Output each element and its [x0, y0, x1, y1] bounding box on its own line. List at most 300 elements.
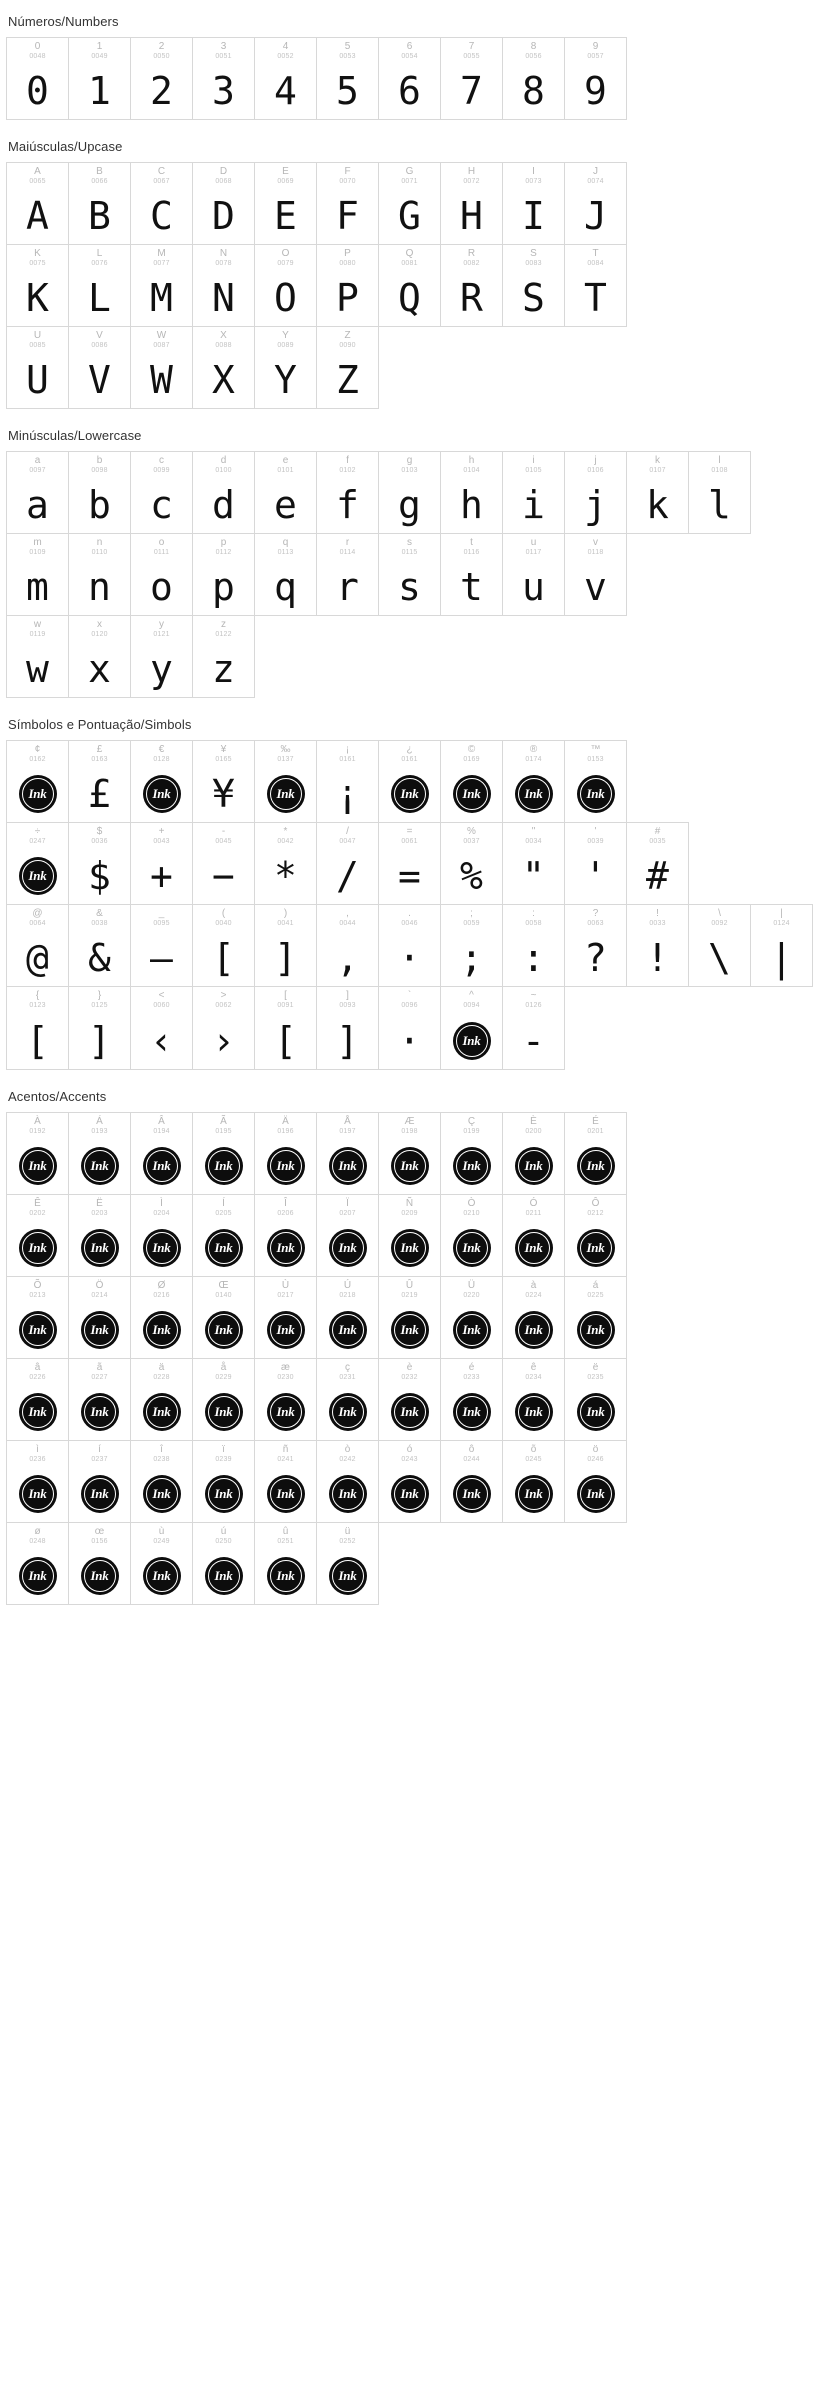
- glyph-meta: [255, 823, 316, 848]
- glyph-cell[interactable]: [130, 822, 193, 905]
- glyph-render: U: [26, 358, 49, 403]
- glyph-meta: [255, 163, 316, 188]
- glyph-character-label: d: [220, 455, 227, 467]
- glyph-cell[interactable]: [254, 162, 317, 245]
- glyph-cell[interactable]: [502, 1358, 565, 1441]
- glyph-cell[interactable]: [68, 1112, 131, 1195]
- glyph-code-label: 0096: [401, 1002, 418, 1010]
- glyph-cell[interactable]: [6, 1112, 69, 1195]
- glyph-code-label: 0238: [153, 1455, 170, 1463]
- glyph-character-label: 3: [220, 41, 227, 52]
- glyph-cell[interactable]: [378, 37, 441, 120]
- glyph-cell[interactable]: [378, 1194, 441, 1277]
- glyph-cell[interactable]: [192, 1440, 255, 1523]
- glyph-code-label: 0200: [525, 1127, 542, 1135]
- glyph-cell[interactable]: [440, 986, 503, 1069]
- glyph-meta: [255, 38, 316, 63]
- glyph-preview: [255, 477, 316, 533]
- glyph-cell[interactable]: [192, 1194, 255, 1277]
- glyph-cell[interactable]: [502, 1440, 565, 1523]
- glyph-render: -: [522, 1018, 545, 1063]
- glyph-render: x: [88, 647, 111, 692]
- glyph-cell[interactable]: [564, 1276, 627, 1359]
- glyph-cell[interactable]: [564, 533, 627, 616]
- glyph-cell[interactable]: [68, 822, 131, 905]
- glyph-code-label: 0089: [277, 342, 294, 350]
- glyph-cell[interactable]: [688, 451, 751, 534]
- glyph-cell[interactable]: [502, 1194, 565, 1277]
- ink-stamp-icon: [577, 1393, 615, 1431]
- glyph-cell[interactable]: [440, 1358, 503, 1441]
- glyph-grid: [6, 37, 724, 119]
- glyph-preview: [441, 270, 502, 326]
- glyph-character-label: V: [96, 330, 103, 342]
- glyph-cell[interactable]: [254, 326, 317, 409]
- glyph-cell[interactable]: [440, 244, 503, 327]
- glyph-cell[interactable]: [316, 326, 379, 409]
- glyph-cell[interactable]: [502, 244, 565, 327]
- glyph-preview: [69, 477, 130, 533]
- glyph-character-label: G: [405, 166, 414, 178]
- glyph-cell[interactable]: [626, 822, 689, 905]
- glyph-cell[interactable]: [130, 1194, 193, 1277]
- glyph-cell[interactable]: [130, 1358, 193, 1441]
- glyph-cell[interactable]: [130, 244, 193, 327]
- glyph-cell[interactable]: [502, 1112, 565, 1195]
- ink-stamp-icon: [19, 1475, 57, 1513]
- glyph-cell[interactable]: [192, 533, 255, 616]
- glyph-cell[interactable]: [6, 162, 69, 245]
- glyph-cell[interactable]: [68, 740, 131, 823]
- glyph-cell[interactable]: [440, 1194, 503, 1277]
- glyph-meta: [379, 987, 440, 1012]
- glyph-cell[interactable]: [6, 822, 69, 905]
- glyph-cell[interactable]: [130, 162, 193, 245]
- glyph-cell[interactable]: [316, 822, 379, 905]
- glyph-cell[interactable]: [192, 1112, 255, 1195]
- glyph-render: @: [26, 936, 49, 981]
- glyph-preview: [131, 63, 192, 119]
- glyph-render: 5: [336, 69, 359, 114]
- glyph-cell[interactable]: [564, 244, 627, 327]
- glyph-cell[interactable]: [6, 326, 69, 409]
- glyph-cell[interactable]: [378, 904, 441, 987]
- glyph-preview: [441, 477, 502, 533]
- glyph-cell[interactable]: [626, 451, 689, 534]
- glyph-cell[interactable]: [254, 822, 317, 905]
- ink-stamp-icon: [515, 775, 553, 813]
- glyph-meta: [503, 1195, 564, 1220]
- glyph-cell[interactable]: [130, 615, 193, 698]
- glyph-character-label: \: [718, 908, 721, 920]
- glyph-character-label: v: [593, 537, 598, 549]
- glyph-meta: [131, 741, 192, 766]
- glyph-render: c: [150, 483, 173, 528]
- glyph-cell[interactable]: [378, 244, 441, 327]
- ink-stamp-icon: [19, 1229, 57, 1267]
- glyph-row: [6, 533, 626, 616]
- glyph-meta: [503, 452, 564, 477]
- glyph-cell[interactable]: [130, 1276, 193, 1359]
- ink-stamp-label: Ink: [400, 1485, 419, 1501]
- glyph-cell[interactable]: [192, 615, 255, 698]
- glyph-character-label: ^: [469, 990, 474, 1002]
- glyph-cell[interactable]: [68, 533, 131, 616]
- glyph-meta: [255, 905, 316, 930]
- glyph-cell[interactable]: [6, 1194, 69, 1277]
- glyph-cell[interactable]: [68, 615, 131, 698]
- glyph-cell[interactable]: [502, 162, 565, 245]
- glyph-character-label: *: [283, 826, 288, 838]
- glyph-cell[interactable]: [192, 451, 255, 534]
- glyph-code-label: 0033: [649, 920, 666, 928]
- glyph-cell[interactable]: [6, 1358, 69, 1441]
- font-specimen-page: [0, 14, 793, 1610]
- glyph-cell[interactable]: [6, 615, 69, 698]
- glyph-cell[interactable]: [6, 244, 69, 327]
- glyph-meta: [131, 987, 192, 1012]
- glyph-cell[interactable]: [254, 1440, 317, 1523]
- glyph-cell[interactable]: [316, 1194, 379, 1277]
- glyph-meta: [317, 1195, 378, 1220]
- ink-stamp-label: Ink: [152, 1485, 171, 1501]
- glyph-preview: [69, 63, 130, 119]
- glyph-cell[interactable]: [440, 533, 503, 616]
- glyph-cell[interactable]: [564, 37, 627, 120]
- glyph-cell[interactable]: [192, 244, 255, 327]
- glyph-cell[interactable]: [254, 740, 317, 823]
- glyph-render: M: [150, 276, 173, 321]
- glyph-cell[interactable]: [130, 740, 193, 823]
- glyph-meta: [131, 163, 192, 188]
- glyph-render: £: [88, 772, 111, 817]
- glyph-cell[interactable]: [316, 1358, 379, 1441]
- glyph-preview: [503, 766, 564, 822]
- glyph-cell[interactable]: [254, 1112, 317, 1195]
- glyph-cell[interactable]: [502, 1276, 565, 1359]
- glyph-cell[interactable]: [6, 1440, 69, 1523]
- glyph-code-label: 0112: [215, 549, 232, 557]
- glyph-meta: [441, 452, 502, 477]
- glyph-character-label: ;: [470, 908, 473, 920]
- glyph-cell[interactable]: [68, 1358, 131, 1441]
- glyph-code-label: 0088: [215, 342, 232, 350]
- glyph-cell[interactable]: [68, 1440, 131, 1523]
- glyph-preview: [317, 848, 378, 904]
- glyph-preview: [565, 63, 626, 119]
- glyph-cell[interactable]: [316, 740, 379, 823]
- glyph-cell[interactable]: [316, 244, 379, 327]
- glyph-meta: [317, 163, 378, 188]
- glyph-cell[interactable]: [316, 37, 379, 120]
- glyph-cell[interactable]: [316, 533, 379, 616]
- glyph-cell[interactable]: [750, 904, 813, 987]
- glyph-cell[interactable]: [68, 904, 131, 987]
- glyph-preview: [193, 63, 254, 119]
- glyph-meta: [193, 38, 254, 63]
- glyph-meta: [441, 1277, 502, 1302]
- glyph-render: f: [336, 483, 359, 528]
- glyph-meta: [131, 1113, 192, 1138]
- glyph-code-label: 0196: [277, 1127, 294, 1135]
- glyph-preview: [441, 188, 502, 244]
- glyph-meta: [131, 534, 192, 559]
- glyph-cell[interactable]: [6, 740, 69, 823]
- glyph-cell[interactable]: [130, 451, 193, 534]
- glyph-render: E: [274, 194, 297, 239]
- glyph-code-label: 0236: [29, 1455, 46, 1463]
- glyph-cell[interactable]: [440, 37, 503, 120]
- glyph-cell[interactable]: [130, 533, 193, 616]
- glyph-row: [6, 451, 750, 534]
- glyph-cell[interactable]: [192, 1358, 255, 1441]
- glyph-cell[interactable]: [440, 822, 503, 905]
- glyph-cell[interactable]: [440, 1112, 503, 1195]
- glyph-preview: [317, 1138, 378, 1194]
- glyph-cell[interactable]: [378, 1112, 441, 1195]
- glyph-code-label: 0239: [215, 1455, 232, 1463]
- glyph-cell[interactable]: [130, 37, 193, 120]
- glyph-cell[interactable]: [130, 904, 193, 987]
- glyph-preview: [7, 641, 68, 697]
- glyph-cell[interactable]: [254, 904, 317, 987]
- glyph-cell[interactable]: [254, 986, 317, 1069]
- glyph-cell[interactable]: [440, 1440, 503, 1523]
- glyph-code-label: 0101: [277, 467, 294, 475]
- glyph-cell[interactable]: [6, 533, 69, 616]
- glyph-cell[interactable]: [192, 1522, 255, 1605]
- glyph-cell[interactable]: [68, 326, 131, 409]
- glyph-cell[interactable]: [192, 904, 255, 987]
- glyph-code-label: 0124: [773, 920, 790, 928]
- glyph-meta: [379, 1195, 440, 1220]
- glyph-cell[interactable]: [564, 162, 627, 245]
- glyph-character-label: +: [158, 826, 165, 838]
- glyph-code-label: 0229: [215, 1373, 232, 1381]
- glyph-cell[interactable]: [6, 904, 69, 987]
- glyph-code-label: 0105: [525, 467, 542, 475]
- glyph-cell[interactable]: [6, 1276, 69, 1359]
- glyph-cell[interactable]: [564, 451, 627, 534]
- glyph-cell[interactable]: [192, 740, 255, 823]
- glyph-code-label: 0042: [277, 838, 294, 846]
- glyph-cell[interactable]: [440, 904, 503, 987]
- glyph-cell[interactable]: [502, 37, 565, 120]
- glyph-cell[interactable]: [192, 326, 255, 409]
- glyph-render: 3: [212, 69, 235, 114]
- glyph-character-label: Á: [96, 1115, 103, 1127]
- glyph-cell[interactable]: [68, 162, 131, 245]
- glyph-code-label: 0115: [401, 549, 418, 557]
- glyph-preview: [193, 1466, 254, 1522]
- glyph-cell[interactable]: [130, 326, 193, 409]
- glyph-preview: [627, 930, 688, 986]
- glyph-cell[interactable]: [192, 162, 255, 245]
- glyph-cell[interactable]: [254, 244, 317, 327]
- glyph-meta: [503, 823, 564, 848]
- glyph-cell[interactable]: [564, 1440, 627, 1523]
- glyph-character-label: Ü: [467, 1279, 476, 1291]
- glyph-meta: [317, 741, 378, 766]
- glyph-preview: [379, 1302, 440, 1358]
- glyph-preview: [565, 1220, 626, 1276]
- glyph-preview: [627, 477, 688, 533]
- glyph-cell[interactable]: [378, 1358, 441, 1441]
- glyph-cell[interactable]: [502, 822, 565, 905]
- glyph-cell[interactable]: [130, 1522, 193, 1605]
- glyph-cell[interactable]: [502, 986, 565, 1069]
- glyph-code-label: 0204: [153, 1209, 170, 1217]
- glyph-preview: [503, 1013, 564, 1069]
- glyph-cell[interactable]: [316, 986, 379, 1069]
- glyph-code-label: 0091: [277, 1002, 294, 1010]
- glyph-cell[interactable]: [316, 904, 379, 987]
- glyph-meta: [193, 163, 254, 188]
- glyph-cell[interactable]: [440, 451, 503, 534]
- glyph-cell[interactable]: [378, 533, 441, 616]
- glyph-cell[interactable]: [502, 904, 565, 987]
- glyph-preview: [379, 848, 440, 904]
- glyph-render: ·: [398, 936, 421, 981]
- glyph-cell[interactable]: [564, 822, 627, 905]
- glyph-grid: [6, 451, 731, 697]
- glyph-character-label: ë: [592, 1361, 599, 1373]
- glyph-preview: [69, 1138, 130, 1194]
- ink-stamp-icon: [329, 1311, 367, 1349]
- glyph-cell[interactable]: [378, 986, 441, 1069]
- glyph-character-label: Ò: [467, 1197, 476, 1209]
- glyph-meta: [7, 452, 68, 477]
- glyph-cell[interactable]: [440, 740, 503, 823]
- ink-stamp-label: Ink: [400, 786, 419, 802]
- glyph-cell[interactable]: [316, 162, 379, 245]
- glyph-cell[interactable]: [254, 1194, 317, 1277]
- glyph-cell[interactable]: [316, 1522, 379, 1605]
- glyph-character-label: Ú: [343, 1279, 352, 1291]
- glyph-preview: [565, 188, 626, 244]
- glyph-meta: [255, 987, 316, 1012]
- glyph-character-label: q: [282, 537, 289, 549]
- glyph-cell[interactable]: [316, 1112, 379, 1195]
- glyph-cell[interactable]: [130, 1440, 193, 1523]
- glyph-cell[interactable]: [192, 822, 255, 905]
- glyph-cell[interactable]: [254, 37, 317, 120]
- glyph-character-label: w: [33, 619, 42, 631]
- glyph-code-label: 0250: [215, 1537, 232, 1545]
- glyph-cell[interactable]: [626, 904, 689, 987]
- glyph-code-label: 0252: [339, 1537, 356, 1545]
- glyph-cell[interactable]: [378, 451, 441, 534]
- glyph-meta: [7, 987, 68, 1012]
- glyph-cell[interactable]: [378, 740, 441, 823]
- glyph-render: L: [88, 276, 111, 321]
- glyph-cell[interactable]: [68, 244, 131, 327]
- glyph-cell[interactable]: [502, 740, 565, 823]
- glyph-character-label: å: [220, 1361, 227, 1373]
- glyph-cell[interactable]: [68, 1522, 131, 1605]
- glyph-cell[interactable]: [68, 1276, 131, 1359]
- glyph-code-label: 0065: [29, 178, 46, 186]
- ink-stamp-label: Ink: [338, 1239, 357, 1255]
- glyph-cell[interactable]: [6, 37, 69, 120]
- glyph-cell[interactable]: [502, 533, 565, 616]
- glyph-character-label: ã: [96, 1361, 103, 1373]
- glyph-cell[interactable]: [130, 1112, 193, 1195]
- glyph-cell[interactable]: [130, 986, 193, 1069]
- glyph-cell[interactable]: [6, 451, 69, 534]
- glyph-cell[interactable]: [378, 162, 441, 245]
- ink-stamp-icon: [329, 1557, 367, 1595]
- glyph-cell[interactable]: [254, 1522, 317, 1605]
- glyph-meta: [317, 1113, 378, 1138]
- glyph-cell[interactable]: [378, 1276, 441, 1359]
- glyph-cell[interactable]: [192, 986, 255, 1069]
- glyph-preview: [7, 63, 68, 119]
- glyph-cell[interactable]: [316, 1276, 379, 1359]
- glyph-cell[interactable]: [564, 904, 627, 987]
- glyph-cell[interactable]: [254, 1358, 317, 1441]
- glyph-cell[interactable]: [192, 37, 255, 120]
- glyph-render: D: [212, 194, 235, 239]
- glyph-code-label: 0051: [215, 53, 232, 60]
- glyph-meta: [131, 452, 192, 477]
- glyph-render: g: [398, 483, 421, 528]
- glyph-cell[interactable]: [316, 1440, 379, 1523]
- ink-stamp-icon: [453, 1229, 491, 1267]
- glyph-cell[interactable]: [254, 451, 317, 534]
- glyph-cell[interactable]: [564, 1194, 627, 1277]
- glyph-cell[interactable]: [68, 451, 131, 534]
- glyph-code-label: 0038: [91, 920, 108, 928]
- glyph-cell[interactable]: [564, 1112, 627, 1195]
- glyph-preview: [441, 1302, 502, 1358]
- ink-stamp-icon: [453, 1475, 491, 1513]
- glyph-meta: [131, 1277, 192, 1302]
- glyph-preview: [565, 1138, 626, 1194]
- glyph-code-label: 0216: [153, 1291, 170, 1299]
- glyph-cell[interactable]: [564, 1358, 627, 1441]
- glyph-preview: [379, 1384, 440, 1440]
- glyph-cell[interactable]: [502, 451, 565, 534]
- ink-stamp-icon: [391, 1229, 429, 1267]
- glyph-cell[interactable]: [316, 451, 379, 534]
- glyph-meta: [131, 38, 192, 63]
- glyph-character-label: c: [159, 455, 164, 467]
- glyph-cell[interactable]: [440, 1276, 503, 1359]
- glyph-cell[interactable]: [192, 1276, 255, 1359]
- glyph-cell[interactable]: [564, 740, 627, 823]
- glyph-meta: [255, 1195, 316, 1220]
- glyph-code-label: 0207: [339, 1209, 356, 1217]
- glyph-cell[interactable]: [440, 162, 503, 245]
- glyph-cell[interactable]: [68, 1194, 131, 1277]
- glyph-cell[interactable]: [688, 904, 751, 987]
- glyph-preview: [503, 1220, 564, 1276]
- glyph-render: p: [212, 565, 235, 610]
- glyph-meta: [503, 741, 564, 766]
- glyph-cell[interactable]: [254, 533, 317, 616]
- glyph-preview: [379, 559, 440, 615]
- glyph-cell[interactable]: [6, 986, 69, 1069]
- glyph-cell[interactable]: [68, 986, 131, 1069]
- glyph-cell[interactable]: [254, 1276, 317, 1359]
- glyph-code-label: 0162: [29, 756, 46, 764]
- glyph-cell[interactable]: [378, 822, 441, 905]
- glyph-cell[interactable]: [68, 37, 131, 120]
- glyph-character-label: B: [96, 166, 103, 178]
- glyph-cell[interactable]: [6, 1522, 69, 1605]
- glyph-cell[interactable]: [378, 1440, 441, 1523]
